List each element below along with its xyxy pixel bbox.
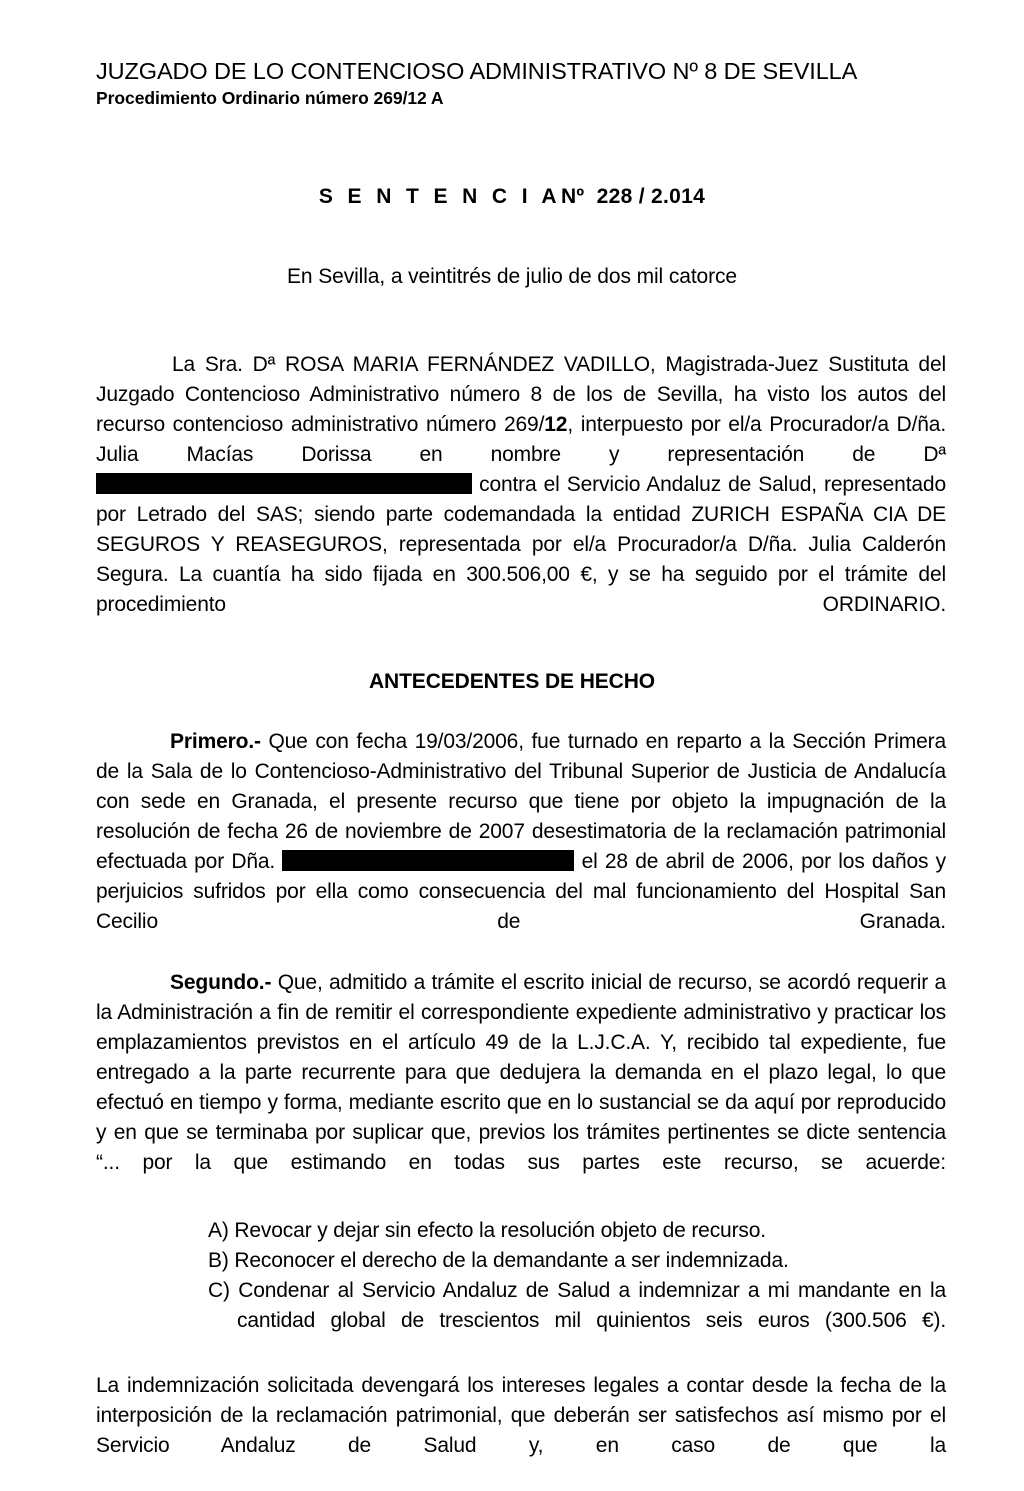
case-year-bold: 12 [544, 413, 568, 436]
segundo-label: Segundo.- [170, 971, 272, 994]
court-name: JUZGADO DE LO CONTENCIOSO ADMINISTRATIVO Nº 8 DE SEVILLA [96, 58, 858, 84]
redaction-bar-claimant-name [282, 850, 574, 871]
primero-text-part-1: Que con fecha 19/03/2006, fue turnado en reparto a la Sección Primera de la Sala de lo Contencioso-Administrativo del Tribunal Superior de Justicia de Andalucía con sede en Granada, el presente recurso que tiene por objeto la impugnación de la resolución de fecha 26 de noviembre de 2007 desestimatoria de la reclamación patrimonial efectuada por Dña. [96, 730, 946, 873]
sentence-number-value: 228 / 2.014 [596, 185, 706, 208]
petition-item-c: C) Condenar al Servicio Andaluz de Salud a indemnizar a mi mandante en la cantidad global de trescientos mil quinientos seis euros (300.506 €). [208, 1279, 946, 1332]
sentence-title [0, 185, 1024, 209]
intro-text-part-3: contra el Servicio Andaluz de Salud, representado por Letrado del SAS; siendo parte codemandada la entidad ZURICH ESPAÑA CIA DE SEGUROS Y REASEGUROS, representada por el/a Procurador/a D/ña. Julia Calderón Segura. La cuantía ha sido fijada en 300.506,00 €, y se ha seguido por el trámite del procedimiento ORDINARIO. [96, 473, 946, 616]
petition-item-a: A) Revocar y dejar sin efecto la resolución objeto de recurso. [208, 1219, 766, 1242]
court-header [96, 57, 952, 110]
intro-text-part-1: La Sra. Dª ROSA MARIA FERNÁNDEZ VADILLO, Magistrada-Juez Sustituta del Juzgado Contencioso Administrativo número 8 de los de Sevilla, ha visto los autos del recurso contencioso administrativo número 269/ [96, 353, 946, 436]
paragraph-primero [96, 727, 946, 967]
procedure-number: Procedimiento Ordinario número 269/12 A [96, 88, 444, 108]
segundo-text: Que, admitido a trámite el escrito inicial de recurso, se acordó requerir a la Administración a fin de remitir el correspondiente expediente administrativo y practicar los emplazamientos previstos en el artículo 49 de la L.J.C.A. Y, recibido tal expediente, fue entregado a la parte recurrente para que dedujera la demanda en el plazo legal, lo que efectuó en tiempo y forma, mediante escrito que en lo sustancial se da aquí por reproducido y en que se terminaba por suplicar que, previos los trámites pertinentes se dicte sentencia “... por la que estimando en todas sus partes este recurso, se acuerde: [96, 971, 946, 1174]
sentence-title-word: S E N T E N C I A [318, 185, 561, 208]
intro-paragraph [96, 350, 946, 650]
petition-list [208, 1216, 946, 1366]
intro-text-part-2: , interpuesto por el/a Procurador/a D/ña. Julia Macías Dorissa en nombre y representación de Dª [96, 413, 946, 466]
redaction-bar-plaintiff-name [96, 473, 472, 494]
section-heading-antecedentes: ANTECEDENTES DE HECHO [368, 670, 656, 693]
primero-label: Primero.- [170, 730, 261, 753]
place-and-date: En Sevilla, a veintitrés de julio de dos mil catorce [286, 265, 738, 288]
petition-item-b: B) Reconocer el derecho de la demandante a ser indemnizada. [208, 1249, 789, 1272]
paragraph-segundo [96, 968, 946, 1208]
final-text: La indemnización solicitada devengará los intereses legales a contar desde la fecha de la interposición de la reclamación patrimonial, que deberán ser satisfechos así mismo por el Servicio Andaluz de Salud y, en caso de que la [96, 1374, 946, 1457]
primero-text-part-2: el 28 de abril de 2006, por los daños y perjuicios sufridos por ella como consecuencia del mal funcionamiento del Hospital San Cecilio de Granada. [96, 850, 947, 933]
sentence-number-label: Nº [560, 185, 585, 208]
paragraph-final [96, 1371, 946, 1491]
